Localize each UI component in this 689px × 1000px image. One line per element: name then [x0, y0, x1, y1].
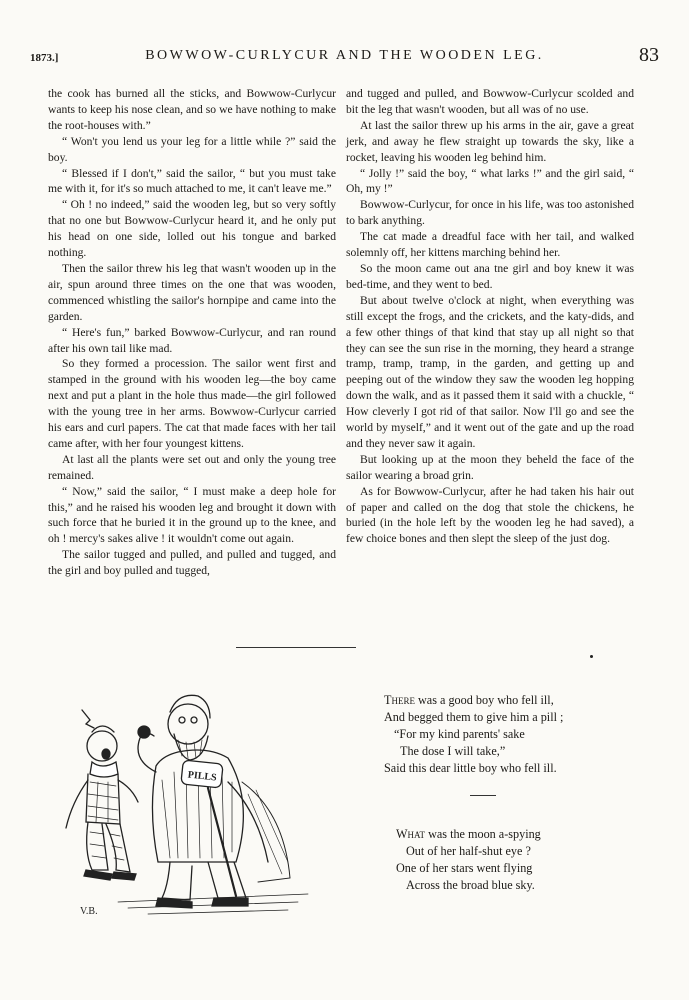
poem-line: One of her stars went flying	[396, 861, 533, 875]
artist-signature: V.B.	[80, 906, 98, 917]
paragraph: Then the sailor threw his leg that wasn't wooden up in the air, spun around three times on the one that was wooden, commenced whistling the sailor's hornpipe and came into the garden.	[48, 261, 336, 323]
paragraph: At last the sailor threw up his arms in the air, gave a great jerk, and away he flew straight up towards the sky, like a rocket, leaving his wooden leg behind him.	[346, 118, 634, 164]
paragraph: So the moon came out ana tne girl and boy knew it was bed-time, and they went to bed.	[346, 261, 634, 291]
poem-line: The dose I will take,”	[400, 744, 506, 758]
poem-line: And begged them to give him a pill ;	[384, 710, 564, 724]
paragraph: But looking up at the moon they beheld the face of the sailor wearing a broad grin.	[346, 452, 634, 482]
page-number: 83	[639, 44, 659, 66]
poem-line: Said this dear little boy who fell ill.	[384, 761, 557, 775]
ornament-dot	[590, 655, 593, 658]
paragraph: “ Oh ! no indeed,” said the wooden leg, but so very softly that no one but Bowwow-Curlycur heard it, and he only put his head on one side, lolled out his tongue and barked nothing.	[48, 198, 336, 260]
page-header	[30, 46, 659, 70]
pills-bottle-label: PILLS	[187, 769, 218, 784]
paragraph: the cook has burned all the sticks, and Bowwow-Curlycur wants to keep his nose clean, and so we have nothing to make the root-houses with.”	[48, 87, 336, 132]
paragraph: The sailor tugged and pulled, and pulled and tugged, and the girl and boy pulled and tugged,	[48, 548, 336, 578]
poem-line: What was the moon a-spying	[396, 827, 541, 841]
header-title: BOWWOW-CURLYCUR AND THE WOODEN LEG.	[145, 48, 544, 63]
paragraph: “ Now,” said the sailor, “ I must make a deep hole for this,” and he raised his wooden leg and brought it down with such force that he buried it in the ground up to the knee, and oh ! mercy's sakes alive ! it wouldn't come out again.	[48, 484, 336, 546]
poem-line: Across the broad blue sky.	[406, 878, 535, 892]
paragraph: “ Won't you lend us your leg for a little while ?” said the boy.	[48, 134, 336, 164]
paragraph: As for Bowwow-Curlycur, after he had taken his hair out of paper and called on the dog that stole the chickens, he buried (in the hole left by the wooden leg he had saved), a few choice bones and then slept the sleep of the just dog.	[346, 484, 634, 546]
poem-first-word: What	[396, 827, 426, 841]
paragraph: So they formed a procession. The sailor went first and stamped in the ground with his wooden leg—the boy came next and put a plant in the hole thus made—the girl followed with the young tree in her arms. Bowwow-Curlycur carried his ears and curl papers. The cat that made faces with her tail came after, with her four youngest kittens.	[48, 357, 336, 450]
section-divider	[236, 647, 356, 648]
poem-line: “For my kind parents' sake	[394, 727, 525, 741]
header-year: 1873.]	[30, 52, 59, 64]
paragraph: Bowwow-Curlycur, for once in his life, was too astonished to bark anything.	[346, 198, 634, 228]
paragraph: But about twelve o'clock at night, when everything was still except the frogs, and the crickets, and the katy-dids, and a few other things of that kind that stay up all night so that they can see the sun rise in the morning, they heard a strange tramp, tramp, tramp, in the garden, and getting up and peeping out of the window they saw the wooden leg hopping down the walk, and as it passed them it said with a chuckle, “ How cleverly I got rid of that sailor. Now I'll go and see the world by myself,” and it went out of the gate and up the road and they never saw it again.	[346, 293, 634, 450]
paragraph: The cat made a dreadful face with her tail, and walked solemnly off, her kittens marching behind her.	[346, 230, 634, 260]
paragraph: “ Blessed if I don't,” said the sailor, “ but you must take me with it, for it's so much attached to me, it can't leave me.”	[48, 166, 336, 196]
right-column	[346, 86, 634, 547]
poem-first-word: There	[384, 693, 415, 707]
poem-moon	[396, 826, 541, 894]
paragraph: “ Here's fun,” barked Bowwow-Curlycur, and ran round after his own tail like mad.	[48, 325, 336, 355]
poem-line: Out of her half-shut eye ?	[406, 844, 531, 858]
poem-pill	[384, 692, 563, 777]
paragraph: “ Jolly !” said the boy, “ what larks !” and the girl said, “ Oh, my !”	[346, 166, 634, 196]
poem-line: There was a good boy who fell ill,	[384, 693, 554, 707]
paragraph: At last all the plants were set out and only the young tree remained.	[48, 452, 336, 482]
left-column	[48, 86, 336, 579]
paragraph: and tugged and pulled, and Bowwow-Curlycur scolded and bit the leg that wasn't wooden, but all was of no use.	[346, 87, 634, 116]
illustration	[58, 662, 326, 924]
poem-divider	[470, 795, 496, 796]
